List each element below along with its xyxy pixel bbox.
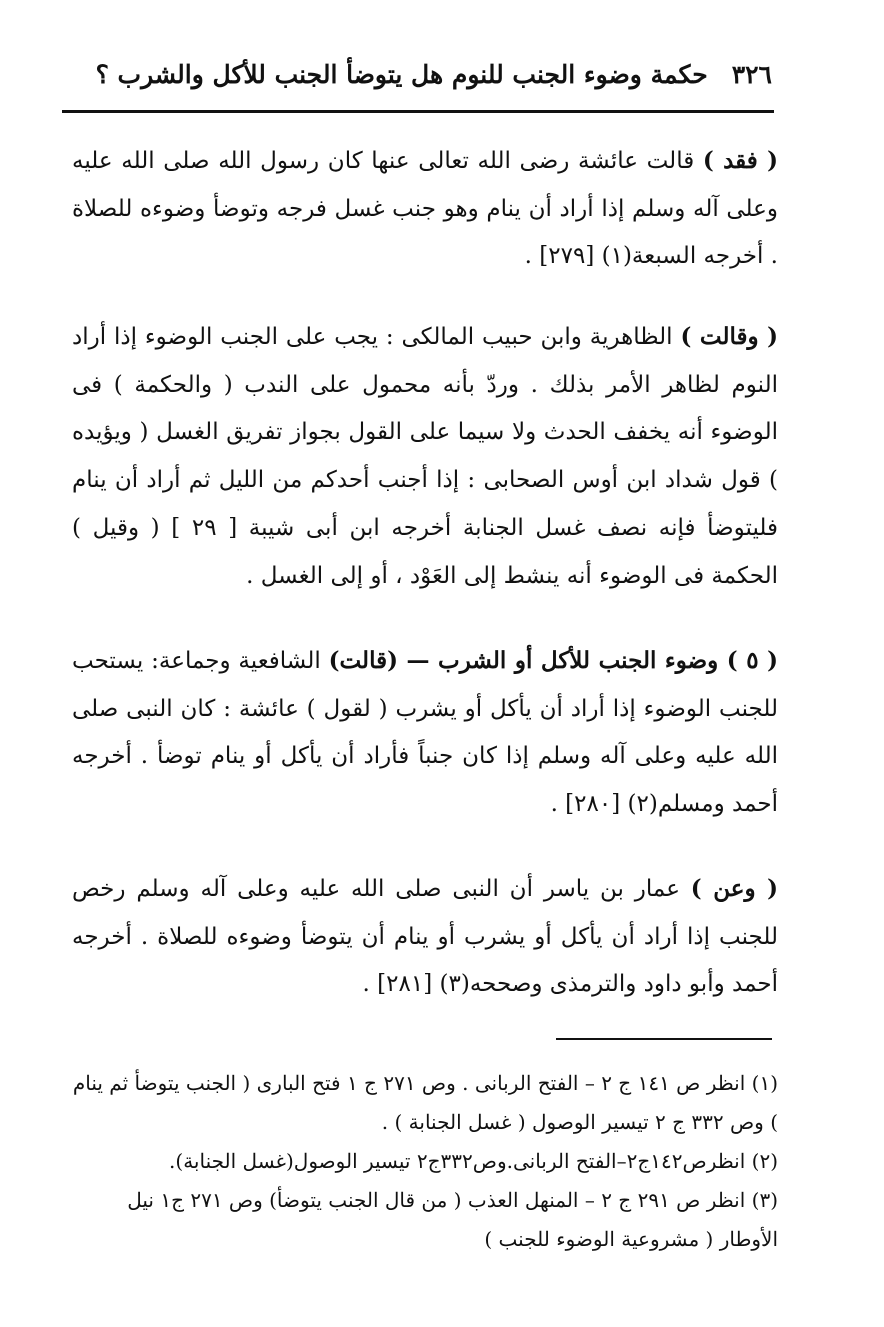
paragraph-lead: ( فقد ) [702,147,779,174]
paragraph-lead: ( وقالت ) [680,323,779,350]
header-rule [62,110,774,113]
running-title: حكمة وضوء الجنب للنوم هل يتوضأ الجنب للأكل والشرب ؟ [95,60,708,89]
paragraph-text: عمار بن ياسر أن النبى صلى الله عليه وعلى آله وسلم رخص للجنب إذا أراد أن يأكل أو يشرب أو ينام أن يتوضأ وضوءه للصلاة . أخرجه أحمد وأبو داود والترمذى وصححه(٣) [٢٨١] . [72,876,778,998]
section-heading: ( ٥ ) وضوء الجنب للأكل أو الشرب — (قالت) [328,647,779,674]
footnote-2: (٢) انظرص١٤٢ج٢–الفتح الربانى.وص٣٣٢ج٢ تيسير الوصول(غسل الجنابة). [169,1149,778,1173]
footnotes [72,1064,778,1259]
paragraph-text: الشافعية وجماعة: يستحب للجنب الوضوء إذا أراد أن يأكل أو يشرب ( لقول ) عائشة : كان النبى صلى الله عليه وعلى آله وسلم إذا كان جنباً فأراد أن يأكل أو ينام توضأ . أخرجه أحمد ومسلم(٢) [٢٨٠] . [72,648,778,818]
paragraph-text: الظاهرية وابن حبيب المالكى : يجب على الجنب الوضوء إذا أراد النوم لظاهر الأمر بذلك . وردّ بأنه محمول على الندب ( والحكمة ) فى الوضوء أنه يخفف الحدث ولا سيما على القول بجواز تفريق الغسل ( ويؤيده ) قول شداد ابن أوس الصحابى : إذا أجنب أحدكم من الليل ثم أراد أن ينام فليتوضأ فإنه نصف غسل الجنابة أخرجه ابن أبى شيبة [ ٢٩ ] ( وقيل ) الحكمة فى الوضوء أنه ينشط إلى العَوْد ، أو إلى الغسل . [72,324,779,589]
paragraph-3 [72,637,778,829]
paragraph-4 [72,865,778,1009]
paragraph-text: قالت عائشة رضى الله تعالى عنها كان رسول الله صلى الله عليه وعلى آله وسلم إذا أراد أن ينام وهو جنب غسل فرجه وتوضأ وضوءه للصلاة . أخرجه السبعة(١) [٢٧٩] . [72,148,778,270]
page-header [66,52,772,98]
paragraph-lead: ( وعن ) [690,875,778,902]
footnote-1: (١) انظر ص ١٤١ ج ٢ – الفتح الربانى . وص ٢٧١ ج ١ فتح البارى ( الجنب يتوضأ ثم ينام ) وص ٣٣٢ ج ٢ تيسير الوصول ( غسل الجنابة ) . [72,1071,778,1134]
paragraph-2 [72,313,778,600]
footnote-3: (٣) انظر ص ٢٩١ ج ٢ – المنهل العذب ( من قال الجنب يتوضأ) وص ٢٧١ ج١ نيل الأوطار ( مشروعية الوضوء للجنب ) [127,1188,778,1251]
page-number: ٣٢٦ [731,60,772,89]
paragraph-1 [72,137,778,281]
footnote-rule [556,1038,772,1040]
